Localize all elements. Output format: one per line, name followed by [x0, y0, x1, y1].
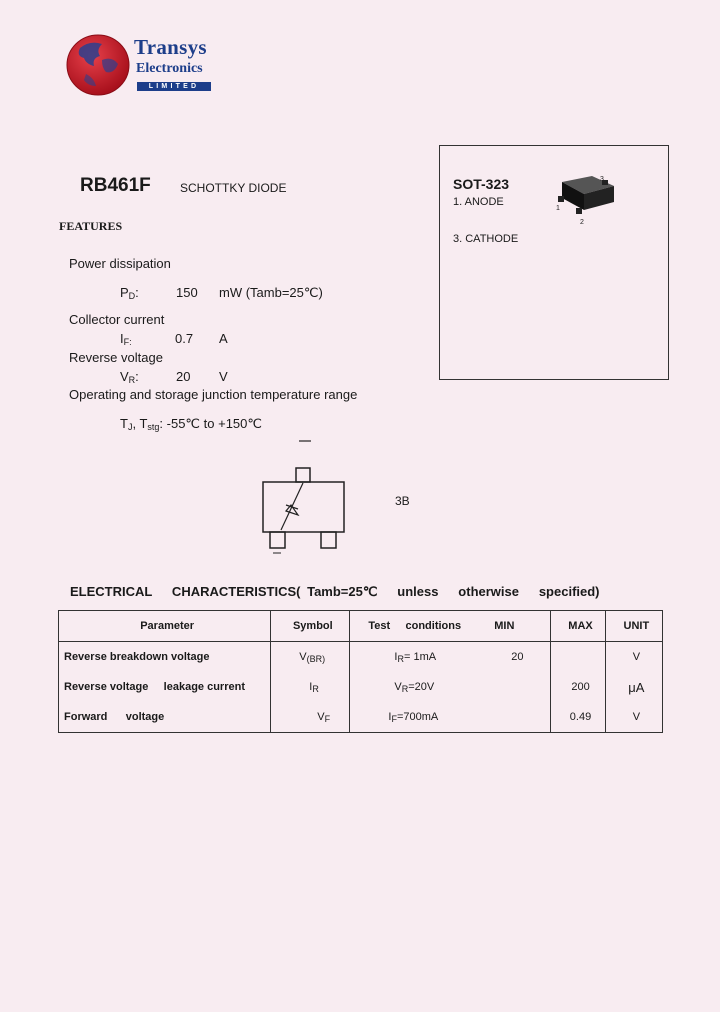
brand-name: Transys — [134, 35, 207, 59]
row3-unit: V — [605, 702, 662, 733]
row1-min: 20 — [511, 651, 524, 663]
header-parameter: Parameter — [140, 620, 195, 632]
pin3-label: 3. CATHODE — [453, 233, 519, 245]
part-number: RB461F — [80, 175, 151, 196]
row2-parameter: Reverse voltage leakage current — [64, 681, 245, 693]
header-unit: UNIT — [605, 611, 662, 642]
sot323-package-icon — [552, 170, 622, 225]
row3-max: 0.49 — [551, 702, 605, 733]
row1-unit: V — [605, 642, 662, 673]
power-label: Power dissipation — [69, 256, 171, 271]
table-header-row — [59, 611, 663, 642]
row1-parameter: Reverse breakdown voltage — [64, 651, 210, 663]
voltage-value: 20 — [176, 369, 191, 384]
header-min: MIN — [494, 620, 515, 632]
pkg-pin-num-3: 3 — [600, 176, 604, 183]
pkg-pin-num-1: 1 — [556, 205, 560, 212]
row2-max: 200 — [551, 672, 605, 702]
row3-min — [489, 702, 551, 733]
row3-symbol: $V_F$ — [271, 702, 350, 733]
row1-symbol: $V_{(BR)}$ — [271, 642, 350, 673]
current-value: 0.7 — [175, 331, 194, 346]
row2-min — [489, 672, 551, 702]
voltage-symbol: $V_R$: — [120, 369, 139, 385]
features-heading: FEATURES — [59, 219, 123, 233]
company-logo-globe-icon — [66, 34, 130, 96]
power-value: 150 — [176, 285, 198, 300]
header-conditions: Test conditions — [350, 611, 489, 642]
table-row — [59, 702, 663, 733]
brand-subtitle: Electronics — [136, 61, 203, 76]
current-symbol: $I_{F:}$ — [120, 331, 132, 347]
temp-label: Operating and storage junction temperature range — [69, 387, 358, 402]
voltage-label: Reverse voltage — [69, 350, 163, 365]
pkg-pin-num-2: 2 — [580, 219, 584, 225]
voltage-unit: V — [219, 369, 228, 384]
electrical-table — [58, 610, 663, 733]
current-unit: A — [219, 331, 228, 346]
row2-unit: μA — [605, 672, 662, 702]
table-row — [59, 642, 663, 673]
electrical-heading: ELECTRICAL CHARACTERISTICS( Tamb=25℃ unless otherwise specified) — [70, 584, 600, 599]
current-label: Collector current — [69, 312, 165, 327]
row1-conditions: $I_R= 1mA$ — [350, 642, 489, 673]
table-row — [59, 672, 663, 702]
power-symbol: $P_D$: — [120, 285, 139, 301]
header-max: MAX — [551, 611, 605, 642]
header-symbol: Symbol — [271, 611, 350, 642]
row1-max — [551, 642, 605, 673]
row3-conditions: $I_F=700mA$ — [350, 702, 489, 733]
pin1-label: 1. ANODE — [453, 196, 504, 208]
temp-range: $T_J$, $T_{stg}$: -55℃ to +150℃ — [120, 416, 262, 432]
row3-parameter: Forward voltage — [64, 711, 165, 723]
row2-conditions: $V_R=20V$ — [350, 672, 489, 702]
package-name: SOT-323 — [453, 176, 510, 192]
power-unit: mW (Tamb=25℃) — [219, 285, 323, 300]
marking-code: 3B — [395, 494, 410, 508]
brand-limited-tag: LIMITED — [137, 82, 211, 91]
row2-symbol: $I_R$ — [271, 672, 350, 702]
part-type: SCHOTTKY DIODE — [180, 181, 287, 195]
marking-diagram-icon — [255, 435, 355, 555]
